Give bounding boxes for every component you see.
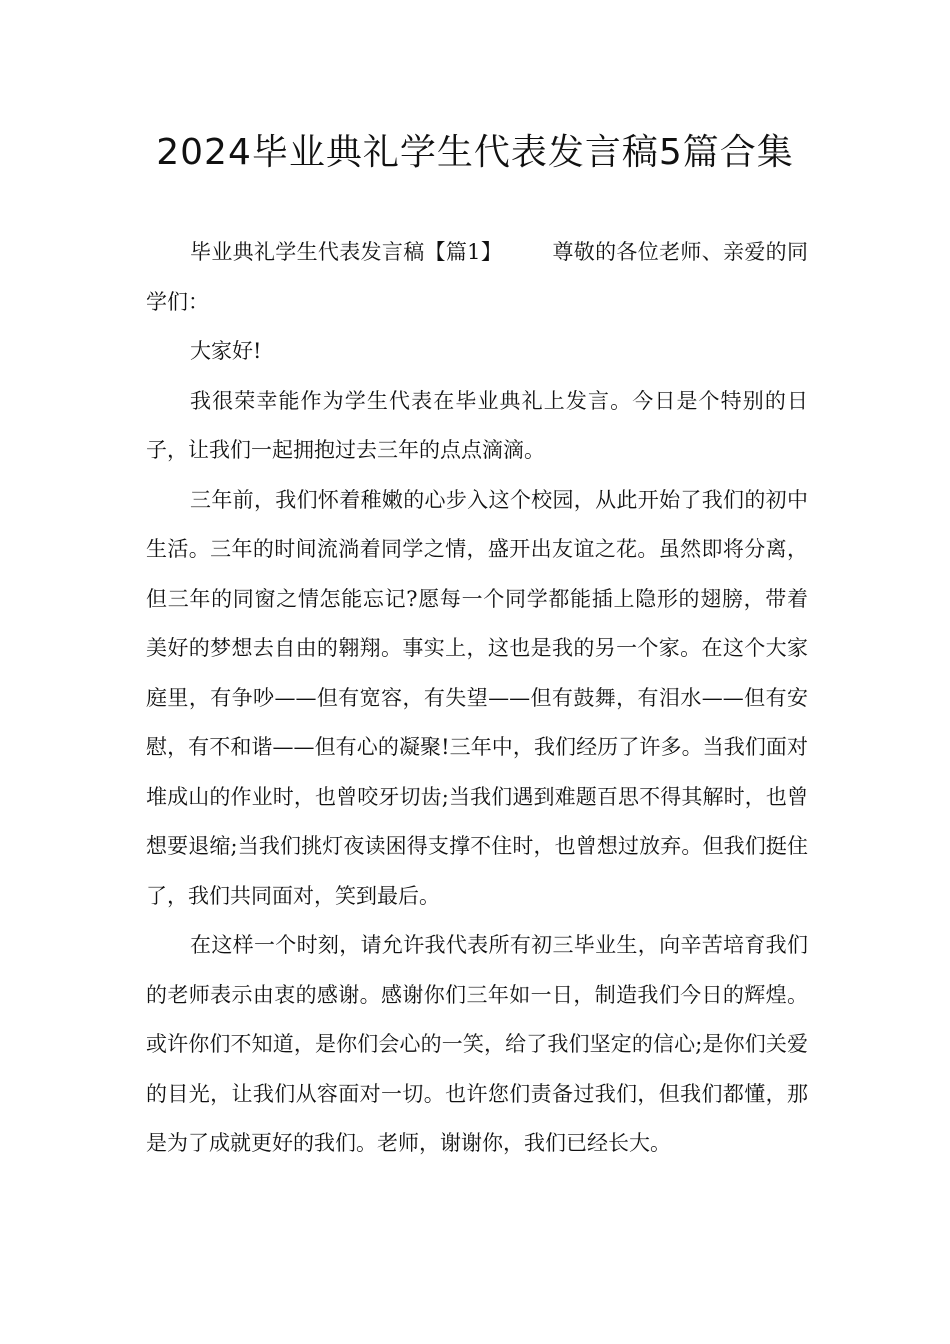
section-heading: 毕业典礼学生代表发言稿【篇1】 [190,240,503,264]
document-body [146,228,808,1169]
body-paragraph: 三年前，我们怀着稚嫩的心步入这个校园，从此开始了我们的初中生活。三年的时间流淌着同学之情，盛开出友谊之花。虽然即将分离，但三年的同窗之情怎能忘记?愿每一个同学都能插上隐形的翅膀，带着美好的梦想去自由的翱翔。事实上，这也是我的另一个家。在这个大家庭里，有争吵——但有宽容，有失望——但有鼓舞，有泪水——但有安慰，有不和谐——但有心的凝聚!三年中，我们经历了许多。当我们面对堆成山的作业时，也曾咬牙切齿;当我们遇到难题百思不得其解时，也曾想要退缩;当我们挑灯夜读困得支撑不住时，也曾想过放弃。但我们挺住了，我们共同面对，笑到最后。 [146,487,808,908]
body-paragraph: 大家好! [190,339,262,363]
body-paragraph: 在这样一个时刻，请允许我代表所有初三毕业生，向辛苦培育我们的老师表示由衷的感谢。感谢你们三年如一日，制造我们今日的辉煌。或许你们不知道，是你们会心的一笑，给了我们坚定的信心;是你们关爱的目光，让我们从容面对一切。也许您们责备过我们，但我们都懂，那是为了成就更好的我们。老师，谢谢你，我们已经长大。 [146,933,808,1155]
document-title: 2024毕业典礼学生代表发言稿5篇合集 [156,132,794,173]
opening-paragraph [146,228,808,327]
body-paragraph: 我很荣幸能作为学生代表在毕业典礼上发言。今日是个特别的日子，让我们一起拥抱过去三年的点点滴滴。 [146,388,808,462]
salutation: 尊敬的各位老师、亲爱的同学们： [146,240,808,314]
